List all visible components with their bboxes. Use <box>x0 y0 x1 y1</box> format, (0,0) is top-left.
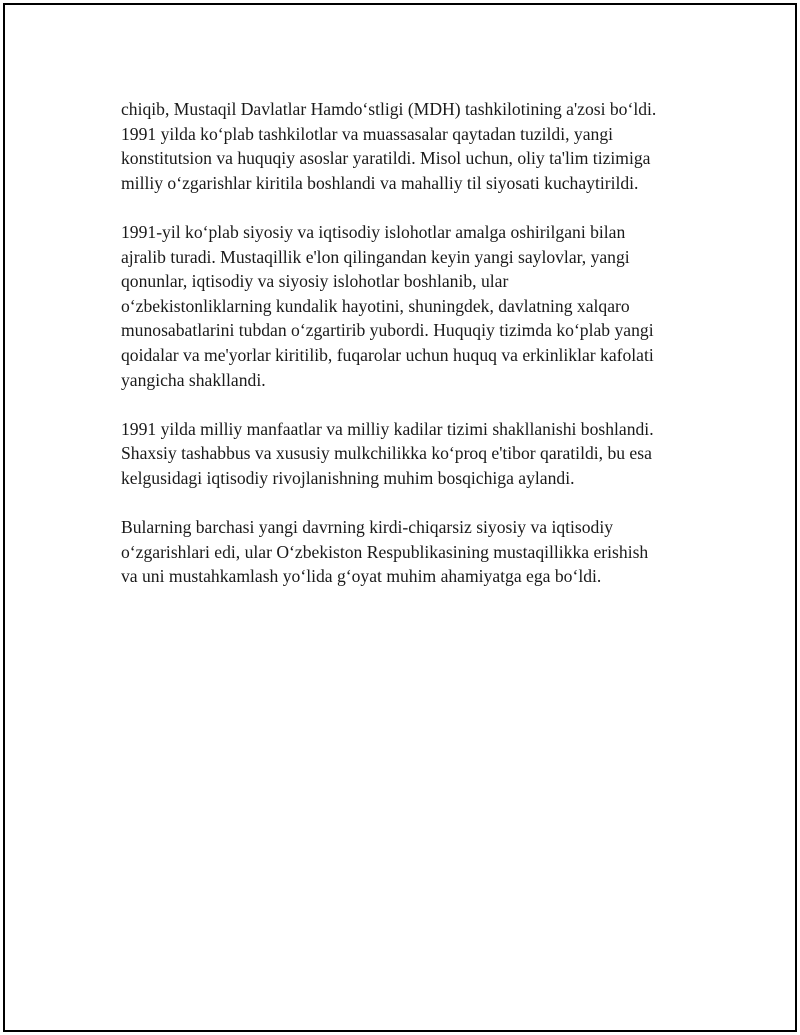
text-line: o‘zbekistonliklarning kundalik hayotini, shuningdek, davlatning xalqaro <box>121 295 630 316</box>
text-line: ajralib turadi. Mustaqillik e'lon qilingandan keyin yangi saylovlar, yangi <box>121 246 630 267</box>
text-line: qoidalar va me'yorlar kiritilib, fuqarolar uchun huquq va erkinliklar kafolati <box>121 344 654 365</box>
text-line: Shaxsiy tashabbus va xususiy mulkchilikka ko‘proq e'tibor qaratildi, bu esa <box>121 443 652 464</box>
text-line: milliy o‘zgarishlar kiritila boshlandi va mahalliy til siyosati kuchaytirildi. <box>121 172 639 193</box>
text-line: o‘zgarishlari edi, ular O‘zbekiston Respublikasining mustaqillikka erishish <box>121 541 649 562</box>
paragraph-3 <box>121 417 701 491</box>
paragraph-2 <box>121 220 701 392</box>
text-line: munosabatlarini tubdan o‘zgartirib yubordi. Huquqiy tizimda ko‘plab yangi <box>121 320 654 341</box>
paragraph-1 <box>121 97 701 195</box>
paragraph-4 <box>121 515 701 589</box>
text-line: qonunlar, iqtisodiy va siyosiy islohotlar boshlanib, ular <box>121 271 509 292</box>
page-frame <box>3 3 797 1032</box>
document-body <box>121 97 701 613</box>
text-line: 1991 yilda ko‘plab tashkilotlar va muassasalar qaytadan tuzildi, yangi <box>121 123 614 144</box>
text-line: va uni mustahkamlash yo‘lida g‘oyat muhim ahamiyatga ega bo‘ldi. <box>121 566 602 587</box>
text-line: Bularning barchasi yangi davrning kirdi-chiqarsiz siyosiy va iqtisodiy <box>121 517 614 538</box>
text-line: kelgusidagi iqtisodiy rivojlanishning muhim bosqichiga aylandi. <box>121 467 575 488</box>
text-line: konstitutsion va huquqiy asoslar yaratildi. Misol uchun, oliy ta'lim tizimiga <box>121 148 651 169</box>
text-line: 1991-yil ko‘plab siyosiy va iqtisodiy islohotlar amalga oshirilgani bilan <box>121 221 626 242</box>
text-line: chiqib, Mustaqil Davlatlar Hamdo‘stligi (MDH) tashkilotining a'zosi bo‘ldi. <box>121 99 657 119</box>
text-line: 1991 yilda milliy manfaatlar va milliy kadilar tizimi shakllanishi boshlandi. <box>121 418 654 439</box>
text-line: yangicha shakllandi. <box>121 369 266 390</box>
